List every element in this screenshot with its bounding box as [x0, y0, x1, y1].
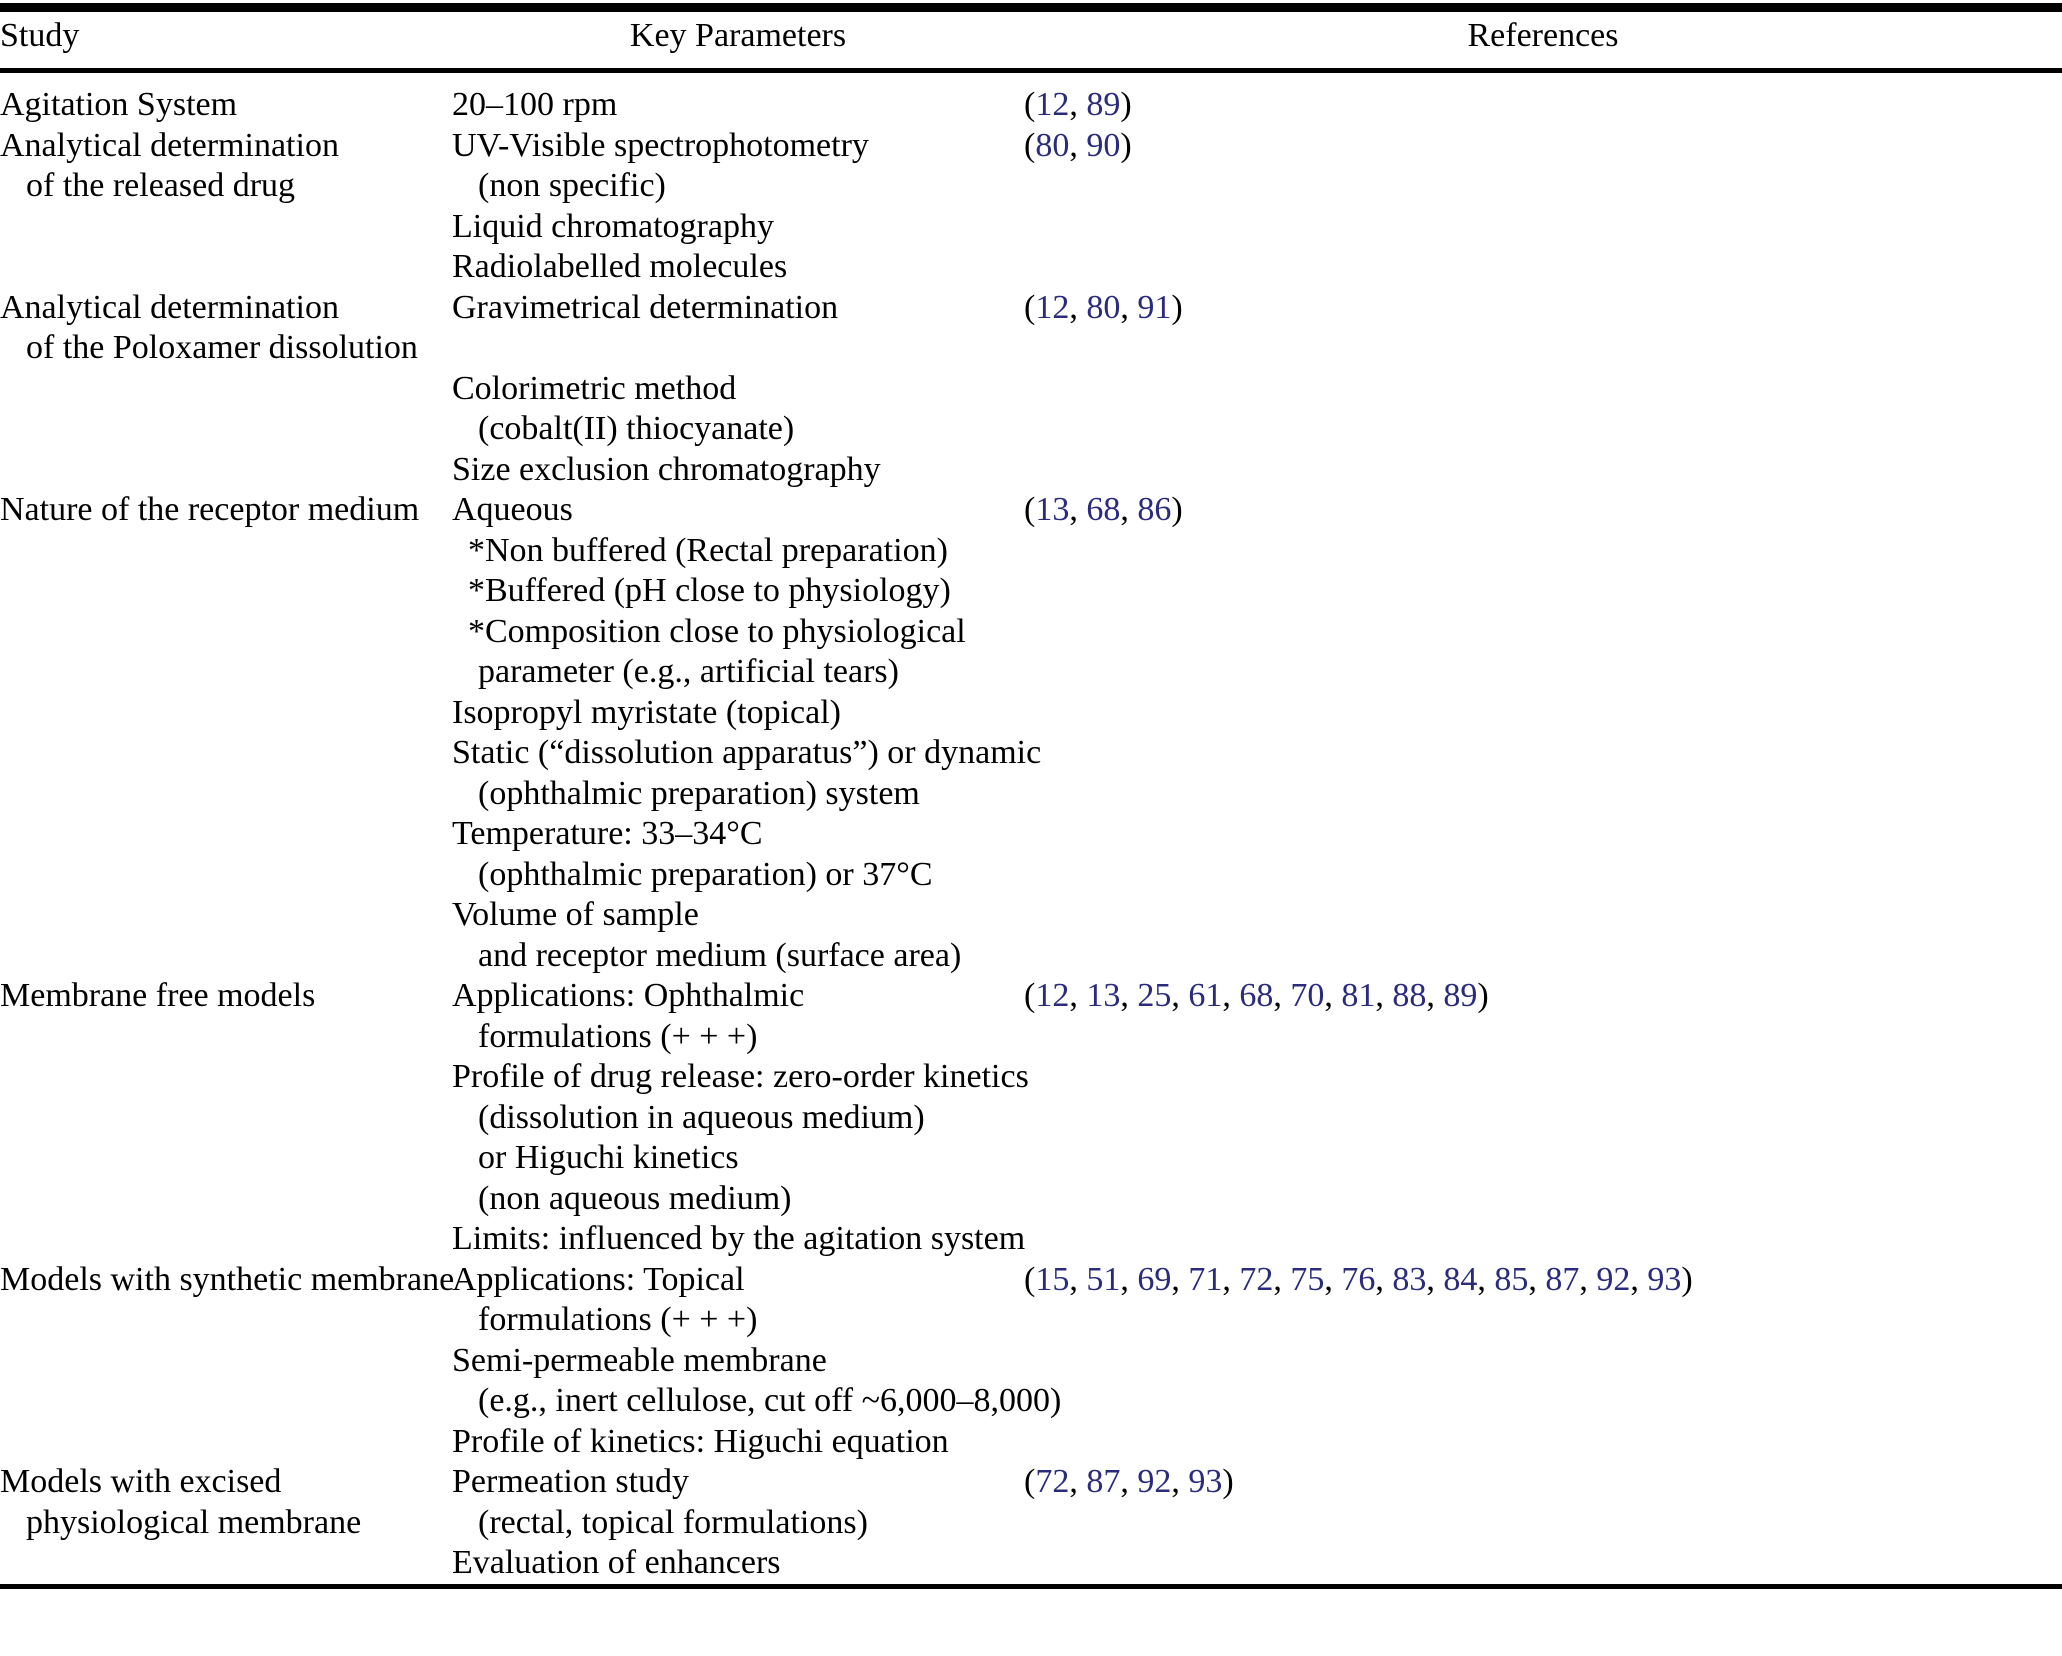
key-parameter-line: Semi-permeable membrane [452, 1341, 827, 1379]
reference-number[interactable]: 81 [1341, 977, 1376, 1014]
reference-number[interactable]: 86 [1137, 491, 1172, 528]
study-line: of the released drug [26, 167, 296, 204]
cell-references [1024, 126, 2062, 167]
reference-punctuation: ) [1120, 126, 1132, 164]
reference-punctuation: , [1426, 977, 1444, 1014]
key-parameter-line: Limits: influenced by the agitation system [452, 1220, 1026, 1257]
key-parameter-line: (ophthalmic preparation) or 37°C [478, 855, 933, 893]
cell-study [0, 288, 452, 369]
reference-number[interactable]: 68 [1086, 491, 1121, 528]
reference-number[interactable]: 85 [1494, 1260, 1529, 1298]
cell-study [0, 490, 452, 531]
reference-number[interactable]: 75 [1290, 1260, 1325, 1298]
key-parameter-line: Applications: Topical [452, 1260, 745, 1298]
reference-punctuation: , [1069, 977, 1087, 1014]
reference-number[interactable]: 72 [1035, 1463, 1070, 1500]
reference-punctuation: ( [1024, 126, 1036, 164]
key-parameter-line: formulations (+ + +) [478, 1017, 758, 1055]
reference-number[interactable]: 12 [1035, 977, 1070, 1014]
cell-references [1024, 1260, 2062, 1301]
reference-punctuation: , [1375, 977, 1393, 1014]
table-row [0, 85, 2062, 126]
reference-punctuation: , [1324, 1260, 1342, 1298]
key-parameter-line: Colorimetric method [452, 369, 737, 407]
reference-punctuation: , [1069, 126, 1087, 164]
reference-punctuation: ) [1171, 288, 1183, 326]
cell-references [1024, 85, 2062, 126]
reference-punctuation: ( [1024, 86, 1036, 123]
spacer-line [452, 328, 1024, 369]
reference-punctuation: , [1171, 1463, 1189, 1500]
table-row [0, 288, 2062, 491]
cell-key-parameters [452, 288, 1024, 491]
key-parameter-line: (dissolution in aqueous medium) [478, 1098, 925, 1136]
key-parameter-line: Permeation study [452, 1463, 690, 1500]
reference-number[interactable]: 83 [1392, 1260, 1427, 1298]
reference-list[interactable] [1024, 1462, 2062, 1503]
column-header-study: Study [0, 17, 80, 54]
reference-number[interactable]: 88 [1392, 977, 1427, 1014]
table-container [0, 3, 2062, 1656]
study-line: Models with excised [0, 1463, 282, 1500]
cell-study [0, 85, 452, 126]
cell-study [0, 1462, 452, 1543]
study-line: Nature of the receptor medium [0, 491, 420, 528]
study-line: Membrane free models [0, 977, 316, 1014]
key-parameter-line: and receptor medium (surface area) [478, 936, 962, 974]
reference-punctuation: , [1273, 1260, 1291, 1298]
table-header-row [0, 12, 2062, 68]
reference-number[interactable]: 71 [1188, 1260, 1223, 1298]
reference-number[interactable]: 61 [1188, 977, 1223, 1014]
cell-references [1024, 976, 2062, 1017]
reference-number[interactable]: 12 [1035, 288, 1070, 326]
reference-punctuation: , [1120, 1260, 1138, 1298]
table-row [0, 126, 2062, 288]
reference-number[interactable]: 84 [1443, 1260, 1478, 1298]
reference-punctuation: ) [1120, 86, 1132, 123]
key-parameter-line: Static (“dissolution apparatus”) or dynamic [452, 734, 1042, 771]
key-parameter-line: (cobalt(II) thiocyanate) [478, 410, 795, 447]
reference-number[interactable]: 69 [1137, 1260, 1172, 1298]
reference-punctuation: ) [1477, 977, 1489, 1014]
cell-study [0, 1260, 455, 1301]
reference-punctuation: , [1630, 1260, 1648, 1298]
table-row [0, 1260, 2062, 1463]
reference-number[interactable]: 76 [1341, 1260, 1376, 1298]
cell-study [0, 976, 452, 1017]
reference-number[interactable]: 89 [1443, 977, 1478, 1014]
cell-references [1024, 490, 2062, 531]
key-parameter-line: 20–100 rpm [452, 86, 618, 123]
reference-list[interactable] [1024, 1260, 2062, 1301]
reference-number[interactable]: 93 [1647, 1260, 1682, 1298]
cell-references [1024, 1462, 2062, 1503]
reference-punctuation: , [1069, 1463, 1087, 1500]
key-parameter-line: Applications: Ophthalmic [452, 977, 805, 1014]
reference-punctuation: , [1273, 977, 1291, 1014]
table-body [0, 73, 2062, 1584]
reference-number[interactable]: 51 [1086, 1260, 1121, 1298]
key-parameter-line: Volume of sample [452, 896, 699, 933]
reference-number[interactable]: 89 [1086, 86, 1121, 123]
reference-punctuation: ( [1024, 1463, 1036, 1500]
reference-punctuation: , [1120, 491, 1138, 528]
reference-punctuation: ( [1024, 288, 1036, 326]
cell-key-parameters [452, 976, 1029, 1260]
study-line: of the Poloxamer dissolution [26, 329, 418, 366]
cell-key-parameters [452, 85, 1024, 126]
key-parameter-line: *Composition close to physiological [468, 612, 966, 650]
reference-punctuation: , [1120, 288, 1138, 326]
reference-number[interactable]: 92 [1137, 1463, 1172, 1500]
reference-number[interactable]: 13 [1035, 491, 1070, 528]
reference-punctuation: ) [1222, 1463, 1234, 1500]
reference-number[interactable]: 92 [1596, 1260, 1631, 1298]
reference-punctuation: ( [1024, 977, 1036, 1014]
reference-punctuation: ) [1171, 491, 1183, 528]
key-parameter-line: Size exclusion chromatography [452, 450, 881, 488]
reference-list[interactable] [1024, 85, 2062, 126]
key-parameter-line: Gravimetrical determination [452, 288, 839, 326]
reference-number[interactable]: 72 [1239, 1260, 1274, 1298]
key-parameter-line: (non specific) [478, 167, 666, 204]
reference-punctuation: , [1069, 288, 1087, 326]
reference-punctuation: , [1171, 1260, 1189, 1298]
key-parameter-line: *Buffered (pH close to physiology) [468, 572, 951, 609]
key-parameter-line: or Higuchi kinetics [478, 1139, 739, 1176]
key-parameter-line: Liquid chromatography [452, 207, 774, 245]
reference-punctuation: , [1069, 86, 1087, 123]
study-line: physiological membrane [26, 1503, 362, 1541]
key-parameter-line: (rectal, topical formulations) [478, 1503, 868, 1541]
reference-punctuation: , [1171, 977, 1189, 1014]
reference-number[interactable]: 15 [1035, 1260, 1070, 1298]
key-parameter-line: Aqueous [452, 491, 573, 528]
reference-number[interactable]: 12 [1035, 86, 1070, 123]
cell-references [1024, 288, 2062, 329]
reference-punctuation: , [1426, 1260, 1444, 1298]
key-parameter-line: (ophthalmic preparation) system [478, 774, 920, 812]
reference-number[interactable]: 80 [1086, 288, 1121, 326]
key-parameter-line: (e.g., inert cellulose, cut off ~6,000–8,000) [478, 1382, 1062, 1419]
column-header-references: References [1467, 17, 1619, 54]
reference-number[interactable]: 70 [1290, 977, 1325, 1014]
reference-number[interactable]: 80 [1035, 126, 1070, 164]
reference-punctuation: , [1324, 977, 1342, 1014]
table-row [0, 976, 2062, 1260]
key-parameter-line: UV-Visible spectrophotometry [452, 126, 869, 164]
reference-number[interactable]: 90 [1086, 126, 1121, 164]
key-parameter-line: Profile of kinetics: Higuchi equation [452, 1422, 949, 1460]
reference-punctuation: , [1069, 1260, 1087, 1298]
key-parameter-line: Isopropyl myristate (topical) [452, 693, 842, 731]
column-header-key-parameters: Key Parameters [629, 17, 847, 54]
reference-number[interactable]: 68 [1239, 977, 1274, 1014]
reference-punctuation: , [1222, 977, 1240, 1014]
table-row [0, 490, 2062, 976]
reference-list[interactable] [1024, 976, 2062, 1017]
table-row [0, 1462, 2062, 1584]
reference-punctuation: ( [1024, 1260, 1036, 1298]
reference-number[interactable]: 93 [1188, 1463, 1223, 1500]
reference-number[interactable]: 25 [1137, 977, 1172, 1014]
cell-key-parameters [452, 490, 1042, 976]
reference-punctuation: , [1222, 1260, 1240, 1298]
study-line: Analytical determination [0, 126, 339, 164]
key-parameter-line: formulations (+ + +) [478, 1301, 758, 1338]
study-line: Analytical determination [0, 288, 339, 326]
reference-punctuation: , [1069, 491, 1087, 528]
reference-number[interactable]: 13 [1086, 977, 1121, 1014]
reference-punctuation: , [1120, 977, 1138, 1014]
reference-punctuation: , [1579, 1260, 1597, 1298]
reference-number[interactable]: 87 [1545, 1260, 1580, 1298]
reference-number[interactable]: 87 [1086, 1463, 1121, 1500]
table-top-rule [0, 3, 2062, 12]
reference-number[interactable]: 91 [1137, 288, 1172, 326]
key-parameter-line: Radiolabelled molecules [452, 248, 788, 285]
reference-punctuation: , [1120, 1463, 1138, 1500]
cell-study [0, 126, 452, 207]
key-parameter-line: Temperature: 33–34°C [452, 815, 763, 852]
cell-key-parameters [452, 1462, 1024, 1584]
key-parameter-line: Evaluation of enhancers [452, 1544, 781, 1581]
reference-list[interactable] [1024, 126, 2062, 167]
table-bottom-rule [0, 1584, 2062, 1589]
key-parameter-line: parameter (e.g., artificial tears) [478, 653, 899, 690]
reference-punctuation: ) [1681, 1260, 1693, 1298]
reference-punctuation: , [1477, 1260, 1495, 1298]
reference-list[interactable] [1024, 490, 2062, 531]
key-parameter-line: *Non buffered (Rectal preparation) [468, 531, 948, 569]
study-line: Models with synthetic membrane [0, 1260, 455, 1298]
reference-list[interactable] [1024, 288, 2062, 329]
reference-punctuation: , [1375, 1260, 1393, 1298]
key-parameter-line: Profile of drug release: zero-order kinetics [452, 1058, 1029, 1095]
reference-punctuation: , [1528, 1260, 1546, 1298]
cell-key-parameters [452, 126, 1024, 288]
key-parameter-line: (non aqueous medium) [478, 1179, 792, 1217]
reference-punctuation: ( [1024, 491, 1036, 528]
study-line: Agitation System [0, 86, 238, 123]
